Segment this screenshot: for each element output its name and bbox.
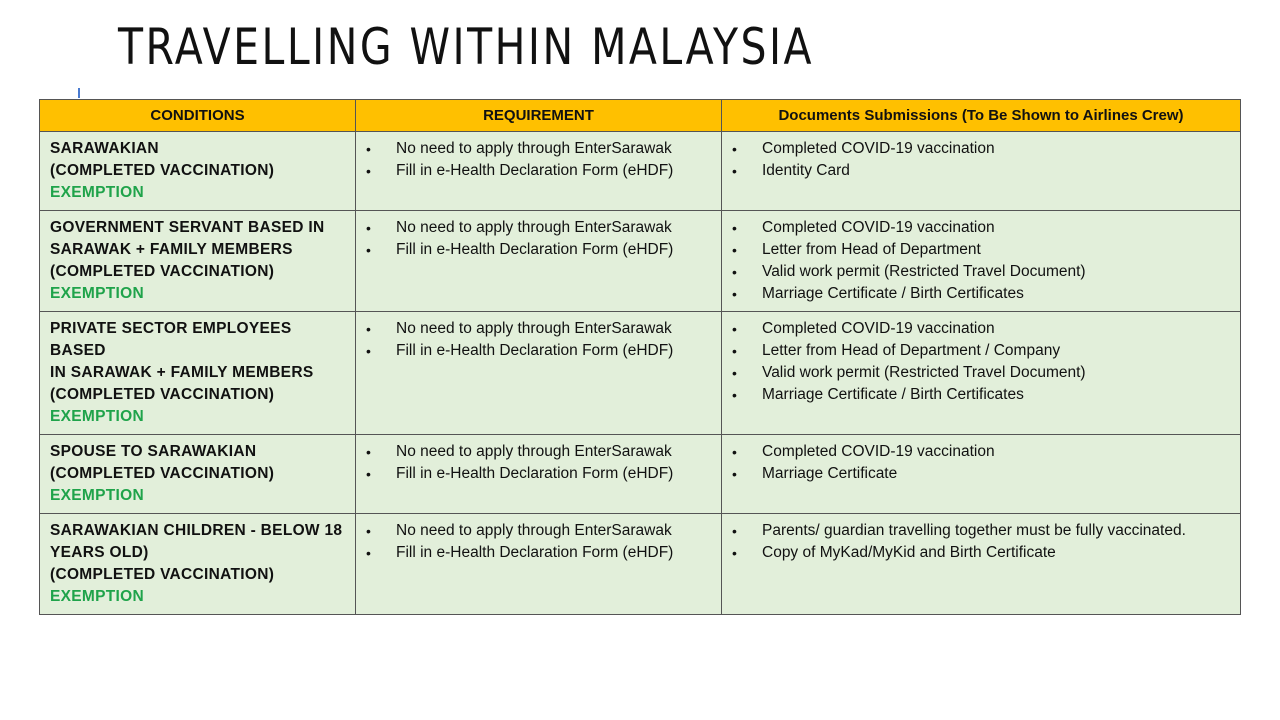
condition-cell bbox=[40, 132, 356, 211]
condition-cell bbox=[40, 435, 356, 514]
document-item: • Completed COVID-19 vaccination bbox=[732, 318, 1234, 340]
document-item: • Marriage Certificate / Birth Certificates bbox=[732, 283, 1234, 305]
document-item: • Marriage Certificate / Birth Certificates bbox=[732, 384, 1234, 406]
requirement-cell bbox=[356, 211, 722, 312]
condition-cell bbox=[40, 312, 356, 435]
exemption-label: EXEMPTION bbox=[50, 588, 144, 605]
documents-cell bbox=[722, 132, 1241, 211]
requirement-item: • Fill in e-Health Declaration Form (eHDF) bbox=[366, 340, 715, 362]
requirement-item: • No need to apply through EnterSarawak bbox=[366, 520, 715, 542]
condition-line: YEARS OLD) bbox=[50, 544, 149, 561]
condition-line: SARAWAKIAN bbox=[50, 140, 159, 157]
requirement-cell bbox=[356, 132, 722, 211]
exemption-label: EXEMPTION bbox=[50, 487, 144, 504]
document-item: • Valid work permit (Restricted Travel Document) bbox=[732, 261, 1234, 283]
exemption-label: EXEMPTION bbox=[50, 184, 144, 201]
condition-line: PRIVATE SECTOR EMPLOYEES BASED bbox=[50, 320, 292, 359]
condition-line: GOVERNMENT SERVANT BASED IN bbox=[50, 219, 325, 236]
requirement-cell bbox=[356, 435, 722, 514]
requirement-cell bbox=[356, 312, 722, 435]
document-item: • Completed COVID-19 vaccination bbox=[732, 217, 1234, 239]
condition-line: (COMPLETED VACCINATION) bbox=[50, 386, 275, 403]
document-item: • Completed COVID-19 vaccination bbox=[732, 441, 1234, 463]
requirement-item: • Fill in e-Health Declaration Form (eHDF) bbox=[366, 542, 715, 564]
document-item: • Letter from Head of Department / Company bbox=[732, 340, 1234, 362]
condition-line: (COMPLETED VACCINATION) bbox=[50, 162, 275, 179]
document-item: • Identity Card bbox=[732, 160, 1234, 182]
decorative-tick bbox=[78, 88, 80, 98]
requirement-item: • No need to apply through EnterSarawak bbox=[366, 138, 715, 160]
documents-cell bbox=[722, 435, 1241, 514]
document-item: • Completed COVID-19 vaccination bbox=[732, 138, 1234, 160]
requirement-item: • Fill in e-Health Declaration Form (eHDF) bbox=[366, 160, 715, 182]
document-item: • Parents/ guardian travelling together must be fully vaccinated. bbox=[732, 520, 1234, 542]
requirement-item: • No need to apply through EnterSarawak bbox=[366, 318, 715, 340]
condition-cell bbox=[40, 211, 356, 312]
travel-conditions-table bbox=[39, 99, 1241, 615]
table-row-children bbox=[40, 514, 1241, 615]
requirement-item: • No need to apply through EnterSarawak bbox=[366, 217, 715, 239]
table-row-spouse bbox=[40, 435, 1241, 514]
condition-line: SARAWAKIAN CHILDREN - BELOW 18 bbox=[50, 522, 343, 539]
page-title: TRAVELLING WITHIN MALAYSIA bbox=[118, 18, 815, 76]
document-item: • Marriage Certificate bbox=[732, 463, 1234, 485]
document-item: • Copy of MyKad/MyKid and Birth Certificate bbox=[732, 542, 1234, 564]
table-header-row bbox=[40, 100, 1241, 132]
document-item: • Letter from Head of Department bbox=[732, 239, 1234, 261]
condition-line: (COMPLETED VACCINATION) bbox=[50, 263, 275, 280]
condition-line: (COMPLETED VACCINATION) bbox=[50, 566, 275, 583]
header-conditions: CONDITIONS bbox=[40, 100, 356, 132]
header-documents: Documents Submissions (To Be Shown to Airlines Crew) bbox=[722, 100, 1241, 132]
requirement-cell bbox=[356, 514, 722, 615]
exemption-label: EXEMPTION bbox=[50, 285, 144, 302]
table-row-sarawakian bbox=[40, 132, 1241, 211]
table-row-government-servant bbox=[40, 211, 1241, 312]
condition-line: SPOUSE TO SARAWAKIAN bbox=[50, 443, 257, 460]
condition-line: SARAWAK + FAMILY MEMBERS bbox=[50, 241, 293, 258]
documents-cell bbox=[722, 514, 1241, 615]
condition-line: (COMPLETED VACCINATION) bbox=[50, 465, 275, 482]
requirement-item: • Fill in e-Health Declaration Form (eHDF) bbox=[366, 463, 715, 485]
documents-cell bbox=[722, 211, 1241, 312]
document-item: • Valid work permit (Restricted Travel Document) bbox=[732, 362, 1234, 384]
documents-cell bbox=[722, 312, 1241, 435]
condition-line: IN SARAWAK + FAMILY MEMBERS bbox=[50, 364, 314, 381]
header-requirement: REQUIREMENT bbox=[356, 100, 722, 132]
condition-cell bbox=[40, 514, 356, 615]
table-row-private-sector bbox=[40, 312, 1241, 435]
requirement-item: • No need to apply through EnterSarawak bbox=[366, 441, 715, 463]
exemption-label: EXEMPTION bbox=[50, 408, 144, 425]
requirement-item: • Fill in e-Health Declaration Form (eHDF) bbox=[366, 239, 715, 261]
